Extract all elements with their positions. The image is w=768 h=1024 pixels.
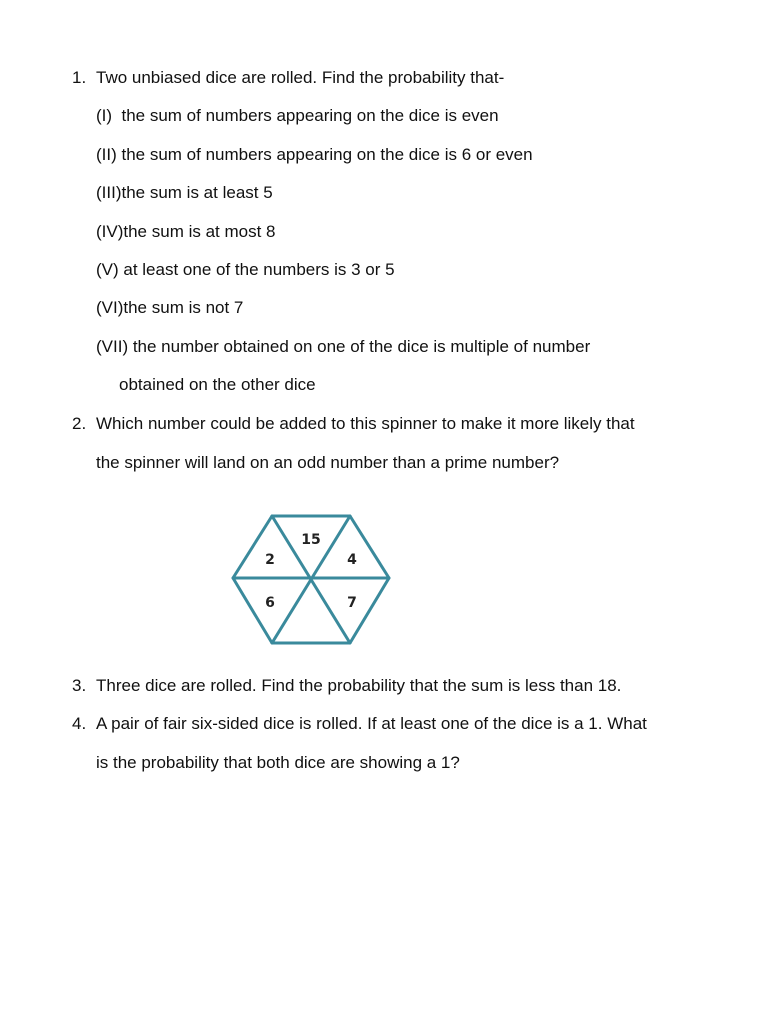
spinner-segment-label: 7 [347,595,357,611]
question-1-number: 1. [72,68,87,87]
question-1-part-1: (I) the sum of numbers appearing on the dice is even [96,106,499,125]
question-1-part-3: (III)the sum is at least 5 [96,183,273,202]
question-1-part-2: (II) the sum of numbers appearing on the dice is 6 or even [96,145,533,164]
question-4-number: 4. [72,714,87,733]
question-1-text: Two unbiased dice are rolled. Find the probability that- [96,68,505,87]
question-2-line-1: Which number could be added to this spinner to make it more likely that [96,414,635,433]
question-1-part-7-continued: obtained on the other dice [119,375,316,394]
question-4-line-2: is the probability that both dice are showing a 1? [96,753,460,772]
question-2-number: 2. [72,414,87,433]
spinner-segment-label: 4 [347,552,357,568]
question-1-part-5: (V) at least one of the numbers is 3 or 5 [96,260,395,279]
question-2-line-2: the spinner will land on an odd number than a prime number? [96,453,560,472]
spinner-segment-label: 2 [265,552,275,568]
question-3-text: Three dice are rolled. Find the probability that the sum is less than 18. [96,676,622,695]
question-1-part-7: (VII) the number obtained on one of the dice is multiple of number [96,337,591,356]
question-3-number: 3. [72,676,87,695]
question-4-line-1: A pair of fair six-sided dice is rolled. If at least one of the dice is a 1. What [96,714,647,733]
spinner-segment-label: 15 [301,532,321,548]
question-1-part-4: (IV)the sum is at most 8 [96,222,276,241]
question-1-part-6: (VI)the sum is not 7 [96,298,244,317]
hexagon-spinner [226,506,396,652]
spinner-graphic [226,506,396,652]
spinner-segment-label: 6 [265,595,275,611]
